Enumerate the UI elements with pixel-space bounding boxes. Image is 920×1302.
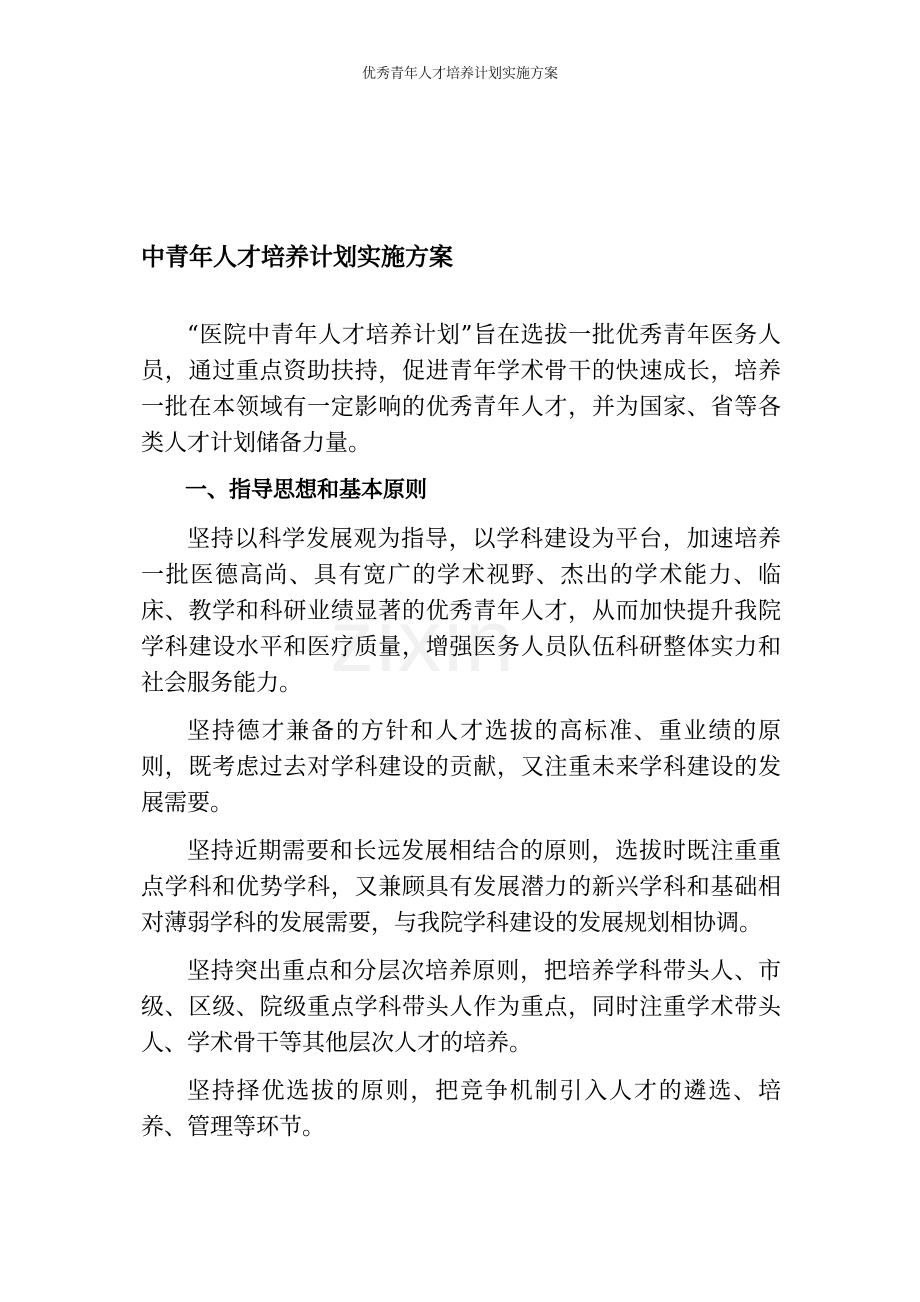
principle-paragraph: 坚持近期需要和长远发展相结合的原则，选拔时既注重重点学科和优势学科，又兼顾具有发展潜力的新兴学科和基础相对薄弱学科的发展需要，与我院学科建设的发展规划相协调。 xyxy=(141,838,781,936)
principle-paragraph: 坚持突出重点和分层次培养原则，把培养学科带头人、市级、区级、院级重点学科带头人作为重点，同时注重学术带头人、学术骨干等其他层次人才的培养。 xyxy=(141,958,781,1056)
principle-paragraph: 坚持德才兼备的方针和人才选拔的高标准、重业绩的原则，既考虑过去对学科建设的贡献，又注重未来学科建设的发展需要。 xyxy=(141,718,781,816)
section-heading: 一、指导思想和基本原则 xyxy=(185,478,428,503)
intro-paragraph: “医院中青年人才培养计划”旨在选拔一批优秀青年医务人员，通过重点资助扶持，促进青年学术骨干的快速成长，培养一批在本领域有一定影响的优秀青年人才，并为国家、省等各类人才计划储备力量。 xyxy=(141,322,781,456)
principle-paragraph: 坚持以科学发展观为指导，以学科建设为平台，加速培养一批医德高尚、具有宽广的学术视野、杰出的学术能力、临床、教学和科研业绩显著的优秀青年人才，从而加快提升我院学科建设水平和医疗质量，增强医务人员队伍科研整体实力和社会服务能力。 xyxy=(141,526,781,696)
document-title: 中青年人才培养计划实施方案 xyxy=(141,243,453,271)
watermark: zixin xyxy=(330,591,517,690)
principle-paragraph: 坚持择优选拔的原则，把竞争机制引入人才的遴选、培养、管理等环节。 xyxy=(141,1078,781,1140)
document-body xyxy=(141,317,781,1157)
running-header: 优秀青年人才培养计划实施方案 xyxy=(362,66,558,82)
